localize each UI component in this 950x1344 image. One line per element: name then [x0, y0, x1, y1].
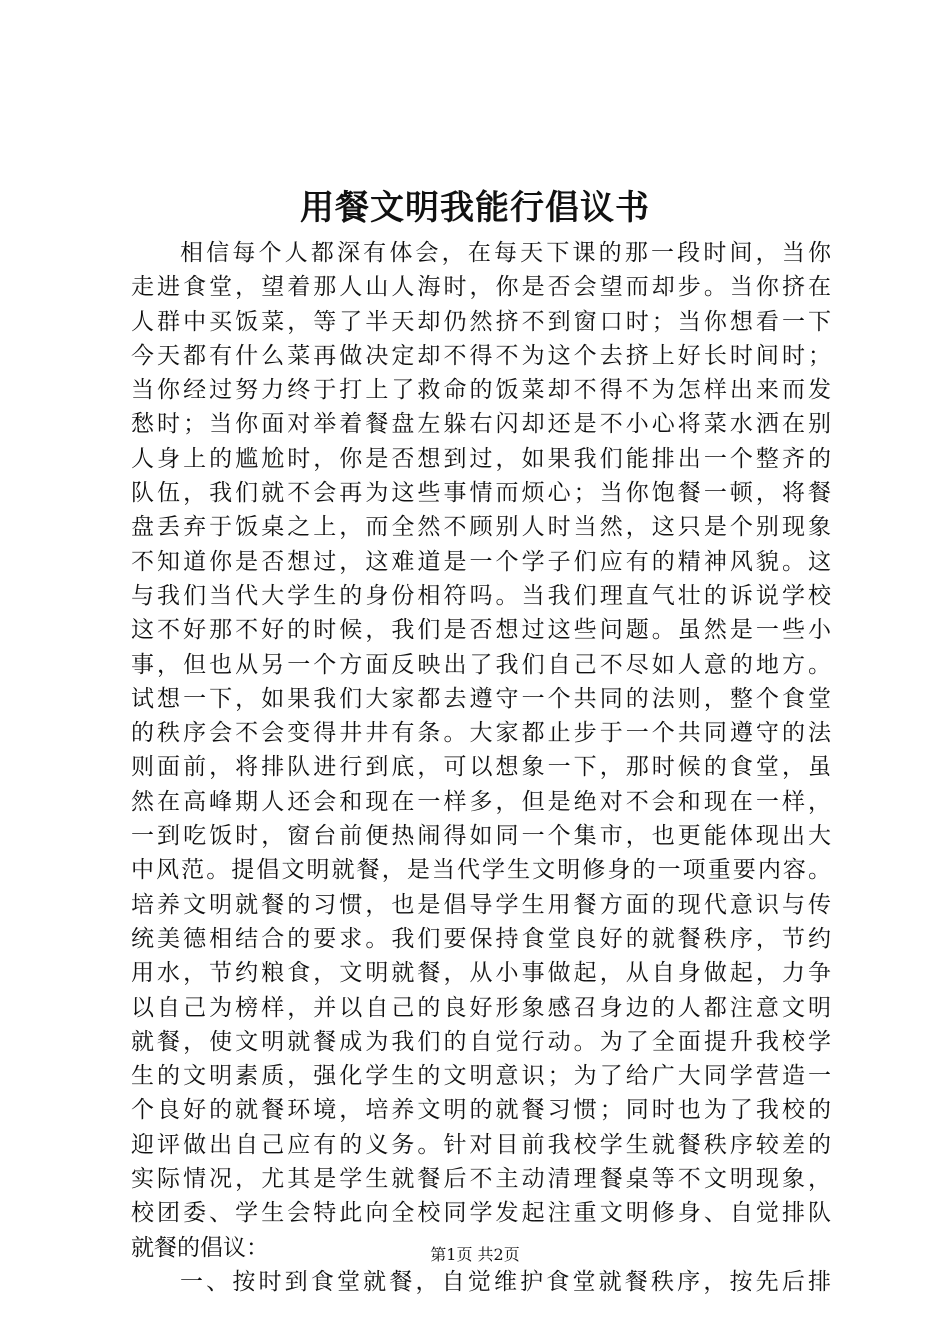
body-line: 当你经过努力终于打上了救命的饭菜却不得不为怎样出来而发 [131, 377, 831, 404]
body-line: 人群中买饭菜，等了半天却仍然挤不到窗口时；当你想看一下 [131, 308, 831, 335]
page-title: 用餐文明我能行倡议书 [300, 188, 650, 228]
body-line: 一到吃饭时，窗台前便热闹得如同一个集市，也更能体现出大 [131, 823, 831, 850]
body-line: 中风范。提倡文明就餐，是当代学生文明修身的一项重要内容。 [131, 857, 831, 884]
body-line: 培养文明就餐的习惯，也是倡导学生用餐方面的现代意识与传 [131, 891, 831, 918]
body-line: 走进食堂，望着那人山人海时，你是否会望而却步。当你挤在 [131, 274, 831, 301]
body-line: 用水，节约粮食，文明就餐，从小事做起，从自身做起，力争 [131, 960, 831, 987]
body-line: 生的文明素质，强化学生的文明意识；为了给广大同学营造一 [131, 1063, 831, 1090]
body-line: 个良好的就餐环境，培养文明的就餐习惯；同时也为了我校的 [131, 1097, 831, 1124]
body-line: 统美德相结合的要求。我们要保持食堂良好的就餐秩序，节约 [131, 925, 831, 952]
body-line: 队伍，我们就不会再为这些事情而烦心；当你饱餐一顿，将餐 [131, 480, 831, 507]
body-line: 与我们当代大学生的身份相符吗。当我们理直气壮的诉说学校 [131, 582, 831, 609]
body-line: 实际情况，尤其是学生就餐后不主动清理餐桌等不文明现象， [131, 1166, 831, 1193]
page-footer: 第1页 共2页 [430, 1245, 520, 1264]
body-line: 盘丢弃于饭桌之上，而全然不顾别人时当然，这只是个别现象 [131, 514, 831, 541]
body-line: 就餐的倡议： [131, 1234, 269, 1261]
body-line: 这不好那不好的时候，我们是否想过这些问题。虽然是一些小 [131, 617, 831, 644]
body-line: 试想一下，如果我们大家都去遵守一个共同的法则，整个食堂 [131, 685, 831, 712]
body-line: 以自己为榜样，并以自己的良好形象感召身边的人都注意文明 [131, 994, 831, 1021]
document-body [131, 236, 831, 1299]
body-line: 今天都有什么菜再做决定却不得不为这个去挤上好长时间时； [131, 342, 831, 369]
body-line: 就餐，使文明就餐成为我们的自觉行动。为了全面提升我校学 [131, 1028, 831, 1055]
body-line: 迎评做出自己应有的义务。针对目前我校学生就餐秩序较差的 [131, 1131, 831, 1158]
body-line: 人身上的尴尬时，你是否想到过，如果我们能排出一个整齐的 [131, 445, 831, 472]
body-line: 一、按时到食堂就餐，自觉维护食堂就餐秩序，按先后排 [180, 1268, 831, 1295]
body-line: 则面前，将排队进行到底，可以想象一下，那时候的食堂，虽 [131, 754, 831, 781]
body-line: 校团委、学生会特此向全校同学发起注重文明修身、自觉排队 [131, 1200, 831, 1227]
body-line: 不知道你是否想过，这难道是一个学子们应有的精神风貌。这 [131, 548, 831, 575]
body-line: 然在高峰期人还会和现在一样多，但是绝对不会和现在一样， [131, 788, 831, 815]
body-line: 相信每个人都深有体会，在每天下课的那一段时间，当你 [180, 240, 831, 266]
body-line: 的秩序会不会变得井井有条。大家都止步于一个共同遵守的法 [131, 720, 831, 747]
body-line: 愁时；当你面对举着餐盘左躲右闪却还是不小心将菜水洒在别 [131, 411, 831, 438]
body-line: 事，但也从另一个方面反映出了我们自己不尽如人意的地方。 [131, 651, 831, 678]
